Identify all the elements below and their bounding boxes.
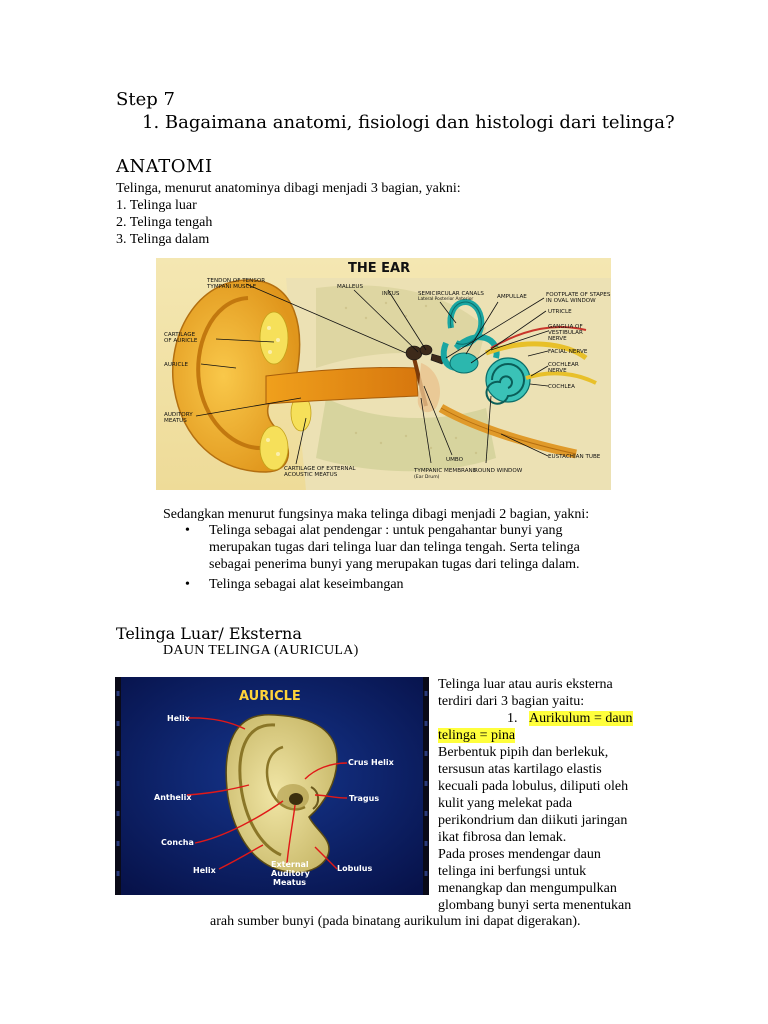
- step-title: Step 7: [116, 89, 175, 110]
- telinga-luar-description: [438, 676, 678, 914]
- svg-text:Meatus: [273, 878, 306, 887]
- label-facial-nerve: FACIAL NERVE: [548, 349, 588, 355]
- question-heading: 1. Bagaimana anatomi, fisiologi dan histologi dari telinga?: [142, 112, 675, 133]
- label-tragus: Tragus: [349, 794, 380, 803]
- label-eustachian: EUSTACHIAN TUBE: [548, 454, 601, 460]
- fungsi-intro: Sedangkan menurut fungsinya maka telinga dibagi menjadi 2 bagian, yakni:: [163, 507, 590, 522]
- label-ganglia: GANGLIA OF: [548, 324, 583, 330]
- aurikulum-item: [438, 710, 678, 727]
- description-line: terdiri dari 3 bagian yaitu:: [438, 694, 585, 709]
- label-lobulus: Lobulus: [337, 864, 373, 873]
- svg-text:(Ear Drum): [414, 474, 440, 480]
- anatomi-item: 1. Telinga luar: [116, 198, 197, 213]
- label-auricle: AURICLE: [164, 362, 189, 368]
- label-incus: INCUS: [382, 291, 400, 297]
- label-malleus: MALLEUS: [337, 284, 364, 290]
- highlighted-term: Aurikulum = daun: [529, 711, 633, 726]
- label-ampullae: AMPULLAE: [497, 294, 527, 300]
- svg-text:NERVE: [548, 368, 567, 374]
- label-meatus: AUDITORY: [164, 412, 193, 418]
- label-helix-bottom: Helix: [193, 866, 216, 875]
- label-anthelix: Anthelix: [154, 793, 192, 802]
- label-tensor: TYMPANI MUSCLE: [207, 284, 257, 290]
- label-cochlea: COCHLEA: [548, 384, 575, 390]
- label-semicircular: SEMICIRCULAR CANALS: [418, 291, 484, 297]
- svg-text:Lateral Posterior Anterior: [418, 296, 473, 302]
- highlighted-term: telinga = pina: [438, 728, 516, 743]
- auricle-figure: [115, 677, 429, 895]
- description-line: menangkap dan mengumpulkan: [438, 881, 617, 896]
- label-footplate: FOOTPLATE OF STAPES: [546, 292, 611, 298]
- label-external-meatus: Meatus: [273, 878, 307, 887]
- svg-text:ACOUSTIC MEATUS: [284, 472, 338, 478]
- label-semicircular: Lateral Posterior Anterior: [418, 297, 474, 302]
- description-line: ikat fibrosa dan lemak.: [438, 830, 567, 845]
- ear-anatomy-figure: [156, 258, 611, 490]
- svg-text:TYMPANIC MEMBRANE: [413, 468, 477, 474]
- label-meatus: MEATUS: [164, 418, 187, 424]
- telinga-luar-heading: Telinga Luar/ Eksterna: [116, 624, 302, 643]
- fungsi-line: merupakan tugas dari telinga luar dan telinga tengah. Serta telinga: [209, 540, 580, 555]
- label-cartilage-external: CARTILAGE OF EXTERNAL: [284, 466, 356, 472]
- label-tympanic: (Ear Drum): [414, 475, 440, 480]
- fungsi-line: • Telinga sebagai alat keseimbangan: [209, 577, 404, 592]
- label-external-meatus: External: [271, 860, 309, 869]
- description-line: kulit yang melekat pada: [438, 796, 573, 811]
- description-line: tersusun atas kartilago elastis: [438, 762, 602, 777]
- label-round-window: ROUND WINDOW: [474, 468, 523, 474]
- label-utricle: UTRICLE: [548, 309, 572, 315]
- description-line: glombang bunyi serta menentukan: [438, 898, 632, 913]
- svg-text:NERVE: [548, 336, 567, 342]
- item-number: 1.: [507, 711, 518, 726]
- description-line: Telinga luar atau auris eksterna: [438, 677, 613, 692]
- anatomi-intro: Telinga, menurut anatominya dibagi menjadi 3 bagian, yakni:: [116, 181, 461, 196]
- description-line: Pada proses mendengar daun: [438, 847, 601, 862]
- label-cartilage-auricle: OF AURICLE: [164, 338, 198, 344]
- svg-text:IN OVAL WINDOW: [546, 298, 596, 304]
- ear-figure-title: THE EAR: [348, 261, 411, 276]
- label-concha: Concha: [161, 838, 194, 847]
- svg-text:TYMPANI MUSCLE: [206, 284, 257, 290]
- anatomi-list: [116, 180, 461, 248]
- fungsi-line: sebagai penerima bunyi yang merupakan tugas dari telinga dalam.: [209, 557, 580, 572]
- label-crus-helix: Crus Helix: [348, 758, 394, 767]
- label-ganglia: NERVE: [548, 336, 567, 342]
- svg-text:MEATUS: [164, 418, 187, 424]
- svg-text:OF AURICLE: [164, 338, 198, 344]
- description-line: Berbentuk pipih dan berlekuk,: [438, 745, 609, 760]
- anatomi-heading: ANATOMI: [116, 156, 213, 177]
- description-line: perikondrium dan diikuti jaringan: [438, 813, 628, 828]
- label-umbo: UMBO: [446, 457, 464, 463]
- svg-text:Auditory: [271, 869, 311, 878]
- label-cochlear-nerve: COCHLEAR: [548, 362, 579, 368]
- label-footplate: IN OVAL WINDOW: [546, 298, 596, 304]
- fungsi-list: [185, 522, 665, 593]
- description-last-line: arah sumber bunyi (pada binatang aurikulum ini dapat digerakan).: [210, 914, 581, 929]
- label-external-meatus: Auditory: [271, 869, 310, 878]
- description-line: telinga ini berfungsi untuk: [438, 864, 587, 879]
- label-cochlear-nerve: NERVE: [548, 368, 567, 374]
- fungsi-item: [185, 576, 665, 593]
- label-helix-top: Helix: [167, 714, 190, 723]
- svg-text:External: [271, 860, 309, 869]
- description-line: kecuali pada lobulus, diliputi oleh: [438, 779, 629, 794]
- anatomi-item: 3. Telinga dalam: [116, 232, 210, 247]
- anatomi-item: 2. Telinga tengah: [116, 215, 213, 230]
- label-ganglia: VESTIBULAR: [548, 330, 583, 336]
- label-tensor: TENDON OF TENSOR: [207, 278, 266, 284]
- label-cartilage-auricle: CARTILAGE: [164, 332, 196, 338]
- label-cartilage-external: ACOUSTIC MEATUS: [284, 472, 338, 478]
- daun-telinga-subheading: DAUN TELINGA (AURICULA): [163, 643, 359, 658]
- label-tympanic: TYMPANIC MEMBRANE: [414, 468, 477, 474]
- fungsi-item: [185, 522, 665, 573]
- auricle-figure-title: AURICLE: [239, 689, 301, 704]
- fungsi-line: • Telinga sebagai alat pendengar : untuk pengahantar bunyi yang: [209, 523, 563, 538]
